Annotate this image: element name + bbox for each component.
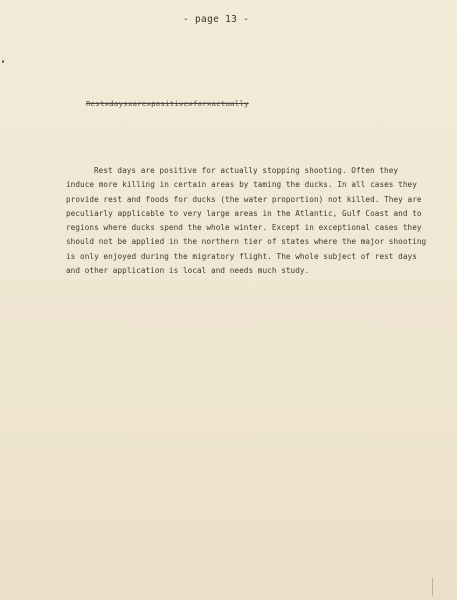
struck-out-heading: Restxdaysxarexpositivexforxactually — [86, 99, 249, 108]
body-paragraph — [66, 164, 427, 278]
paragraph-line: regions where ducks spend the whole winter. Except in exceptional cases they — [66, 223, 422, 233]
paragraph-line: is only enjoyed during the migratory flight. The whole subject of rest days — [66, 251, 417, 261]
paragraph-line: should not be applied in the northern tier of states where the major shooting — [66, 237, 427, 247]
page-number: - page 13 - — [183, 14, 250, 25]
paper-crease — [432, 578, 439, 596]
paragraph-line: peculiarly applicable to very large areas in the Atlantic, Gulf Coast and to — [66, 208, 422, 218]
paragraph-line: induce more killing in certain areas by taming the ducks. In all cases they — [66, 180, 417, 190]
paragraph-line: and other application is local and needs much study. — [66, 266, 310, 276]
paragraph-line: Rest days are positive for actually stopping shooting. Often they — [94, 166, 399, 175]
paragraph-line: provide rest and foods for ducks (the water proportion) not killed. They are — [66, 194, 422, 204]
margin-mark — [2, 60, 4, 63]
